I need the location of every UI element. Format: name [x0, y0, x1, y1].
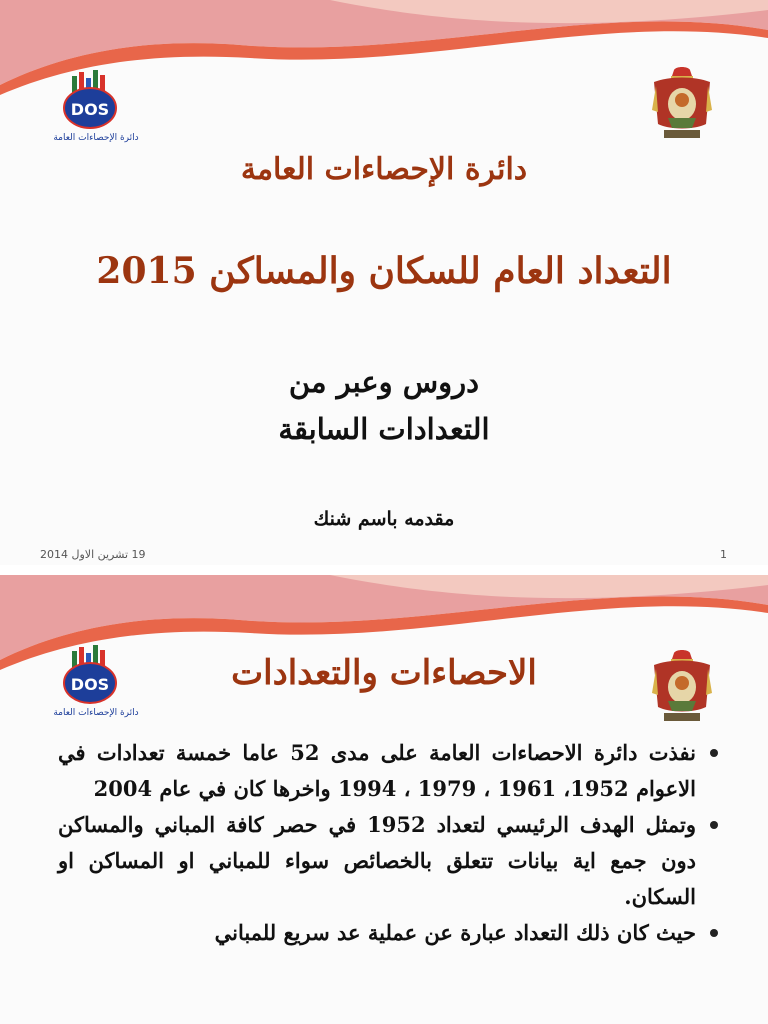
presenter-name: مقدمه باسم شنك — [313, 508, 455, 530]
list-item — [58, 807, 718, 915]
list-item — [58, 735, 718, 807]
dos-logo-text: DOS — [70, 675, 110, 694]
slide1-title-line2: التعداد العام للسكان والمساكن 2015 — [96, 250, 672, 292]
dos-logo — [50, 70, 140, 160]
dos-logo-caption: دائرة الإحصاءات العامة — [53, 133, 139, 143]
bullet-dot-icon — [710, 749, 718, 757]
slide-2 — [0, 575, 768, 1024]
slide2-title: الاحصاءات والتعدادات — [231, 653, 537, 693]
bullet-text: وتمثل الهدف الرئيسي لتعداد 1952 في حصر كافة المباني والمساكن دون جمع اية بيانات تتعلق بالخصائص سواء للمباني او المساكن او السكان. — [58, 812, 696, 909]
dos-logo-caption: دائرة الإحصاءات العامة — [53, 708, 139, 718]
footer-date: 19 تشرين الاول 2014 — [40, 548, 146, 561]
list-item — [58, 915, 718, 951]
slide-separator — [0, 565, 768, 575]
bullet-dot-icon — [710, 929, 718, 937]
dos-logo-text: DOS — [70, 100, 110, 119]
slide1-title-line1: دائرة الإحصاءات العامة — [240, 152, 528, 187]
bullet-dot-icon — [710, 821, 718, 829]
bullet-text: نفذت دائرة الاحصاءات العامة على مدى 52 عاما خمسة تعدادات في الاعوام 1952، 1961 ، 1979 ، 1994 واخرها كان في عام 2004 — [58, 740, 697, 801]
page-number: 1 — [720, 548, 727, 561]
slide1-subtitle-line2: التعدادات السابقة — [278, 412, 490, 446]
jordan-crest-icon — [650, 66, 714, 146]
slide1-subtitle-line1: دروس وعبر من — [288, 365, 480, 399]
bullet-list — [58, 735, 718, 951]
bullet-text: حيث كان ذلك التعداد عبارة عن عملية عد سريع للمباني — [214, 920, 696, 945]
